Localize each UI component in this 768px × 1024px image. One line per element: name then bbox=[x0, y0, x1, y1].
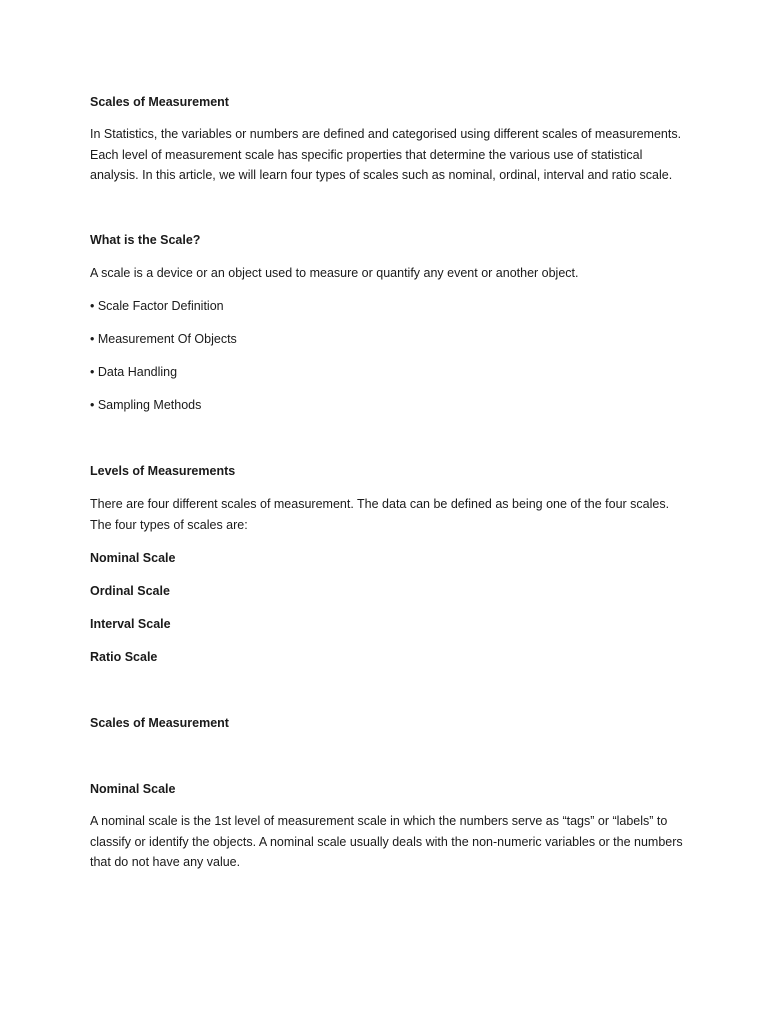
scale-ordinal: Ordinal Scale bbox=[90, 584, 170, 598]
bullet-scale-factor: • Scale Factor Definition bbox=[90, 299, 224, 313]
bullet-sampling-methods: • Sampling Methods bbox=[90, 398, 202, 412]
what-is-heading: What is the Scale? bbox=[90, 232, 201, 247]
scale-ratio: Ratio Scale bbox=[90, 650, 158, 664]
scale-interval: Interval Scale bbox=[90, 617, 171, 631]
levels-heading: Levels of Measurements bbox=[90, 464, 236, 478]
levels-paragraph: There are four different scales of measurement. The data can be defined as being one of the four scales. The four types of scales are: bbox=[90, 497, 670, 532]
scales-heading: Scales of Measurement bbox=[90, 716, 229, 730]
bullet-measurement-objects: • Measurement Of Objects bbox=[90, 332, 237, 346]
document-title: Scales of Measurement bbox=[90, 95, 229, 109]
intro-paragraph: In Statistics, the variables or numbers are defined and categorised using different scales of measurements. Each level of measurement scale has specific properties that determine the various use of statistical analysis. In this article, we will learn four types of scales such as nominal, ordinal, interval and ratio scale. bbox=[90, 127, 682, 182]
bullet-data-handling: • Data Handling bbox=[90, 365, 178, 379]
nominal-heading: Nominal Scale bbox=[90, 782, 176, 796]
scale-nominal: Nominal Scale bbox=[90, 551, 176, 565]
nominal-paragraph: A nominal scale is the 1st level of measurement scale in which the numbers serve as “tags” or “labels” to classify or identify the objects. A nominal scale usually deals with the non-numeric variables or the numbers that do not have any value. bbox=[90, 814, 683, 869]
what-is-paragraph: A scale is a device or an object used to measure or quantify any event or another object. bbox=[90, 265, 579, 280]
document-page bbox=[90, 94, 690, 873]
